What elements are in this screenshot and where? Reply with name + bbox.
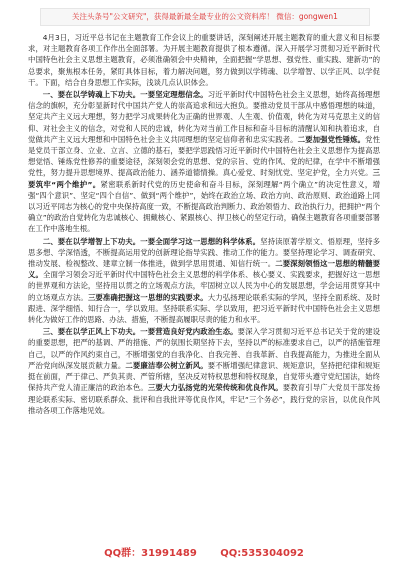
body-text: 紧密联系新时代党的历史使命和奋斗目标，深刻理解“两个确立”的决定性意义，增强“四个意识”、坚定“四个自信”、做到“两个维护”，始终在政治立场、政治方向、政治原则、政治道路上同以习近平同志为核心的党中央保持高度一致，不断提高政治判断力、政治领悟力、政治执行力，把拥护“两个确立”的政治自觉转化为忠诚核心、拥戴核心、紧跟核心、捍卫核心的坚定行动，确保主题教育各项重要部署在工作中落地生根。	[28, 179, 380, 234]
heading-text: 二要廉洁奉公树立新风。	[125, 360, 208, 370]
paragraph	[28, 326, 380, 416]
body-text: 党性是党员干部立身、立业、立言、立德的基石，要把学思践悟习近平新时代中国特色社会主义思想作为提高思想觉悟、锤炼党性修养的重要途径，深刻领会党的思想、党的宗旨、党的作风、党的纪律，在学中不断增强党性，努力提升思想境界、提高政治能力、涵养道德情操。真心爱党、时刻忧党、坚定护党，全力兴党。	[28, 134, 380, 178]
heading-text: 三要准确把握这一思想的实践要求。	[87, 292, 208, 302]
top-banner: 关注头条号"公文研究"，获得最新最全最专业的公文资料库！ 微信：gongwen1	[40, 8, 370, 26]
heading-text: 二、要在以学增智上下功夫。一要全面学习这一思想的科学体系。	[42, 236, 261, 246]
body-text: 要教育引导广大党员干部发扬理论联系实际、密切联系群众、批评和自我批评等优良作风，牢记“三个务必”，践行党的宗旨，以优良作风推动各项工作落地见效。	[28, 383, 380, 415]
body-text: 4月3日，习近平总书记在主题教育工作会议上的重要讲话，深刻阐述开展主题教育的重大意义和目标要求，对主题教育各项工作作出全面部署。为开展主题教育提供了根本遵循。深入开展学习贯彻习近平新时代中国特色社会主义思想主题教育，必须准确领会中央精神，全面把握“学思想、强党性、重实践、建新功”的总要求，聚焦根本任务，紧盯具体目标，着力解决问题，努力做到以学铸魂、以学增智、以学正风、以学促干。下面，结合自身思想工作实际，浅谈几点认识体会。	[28, 33, 380, 87]
heading-text: 三要大力弘扬党的光荣传统和优良作风。	[147, 383, 283, 393]
body-text: 坚持读原著学原文、悟原理，坚持多思多想、学深悟透，不断提高运用党的创新理论指导实践、推动工作的能力。要坚持理论学习、调查研究、推动发展、检视整改、建章立制一体推进，做到学思用贯通、知信行统一。	[28, 236, 380, 269]
paragraph	[28, 32, 380, 88]
body-text: 全面学习领会习近平新时代中国特色社会主义思想的科学体系、核心要义、实践要求，把握好这一思想的世界观和方法论，坚持用以贯之的立场观点方法，牢固树立以人民为中心的发展思想，学会运用贯穿其中的立场观点方法。	[28, 270, 380, 302]
footer-qq-group: QQ群：31991489	[104, 548, 197, 559]
heading-text: 一、要在以学铸魂上下功夫。一要坚定理想信念。	[42, 90, 208, 100]
body-text: 要深入学习贯彻习近平总书记关于党的建设的重要思想，把严的基调、严的措施、严的氛围长期坚持下去，坚持以严的标准要求自己，以严的措施管理自己，以严的作风约束自己，不断增强党的自我净化、自我完善、自我革新、自我提高能力，为推进全面从严治党向纵深发展贡献力量。	[28, 327, 380, 370]
paragraph	[28, 236, 380, 326]
heading-text: 三要筑牢“两个维护”。	[28, 168, 380, 189]
heading-text: 三、要在以学正风上下功夫。一要营造良好党内政治生态。	[42, 327, 238, 337]
body-text: 要不断增强纪律意识、规矩意识，坚持把纪律和规矩挺在前面，严于律己、严负其责、严管所辖，坚决反对特权思想和特权现象，自觉带头遵守党纪国法，始终保持共产党人清正廉洁的政治本色。	[28, 360, 380, 393]
heading-text: 二要深刻领悟这一思想的精髓要义。	[28, 259, 380, 280]
footer	[0, 544, 408, 560]
heading-text: 二要加强党性锤炼。	[297, 134, 366, 144]
footer-qq-contact: QQ:535304092	[220, 548, 304, 559]
body-text: 大力弘扬理论联系实际的学风，坚持全面系统、及时跟进、深学细悟、知行合一，学以致用。坚持联系实际、学以致用，把习近平新时代中国特色社会主义思想转化为做好工作的思路、办法、措施，不断提高履职尽责的能力和水平。	[28, 292, 380, 325]
body-text: 习近平新时代中国特色社会主义思想，始终高扬理想信念的旗帜，充分彰显新时代中国共产党人的崇高追求和远大抱负。要推动党员干部从中感悟理想的味道，坚定共产主义远大理想，努力把学习成果转化为正确的世界观、人生观、价值观，转化为对马克思主义的信仰、对社会主义的信念，对党和人民的忠诚，转化为对当前工作目标和奋斗目标的清醒认知和执着追求，自觉做共产主义远大理想和中国特色社会主义共同理想的坚定信仰者和忠实实践者。	[28, 90, 380, 144]
paragraph	[28, 89, 380, 235]
document-body	[28, 32, 380, 417]
